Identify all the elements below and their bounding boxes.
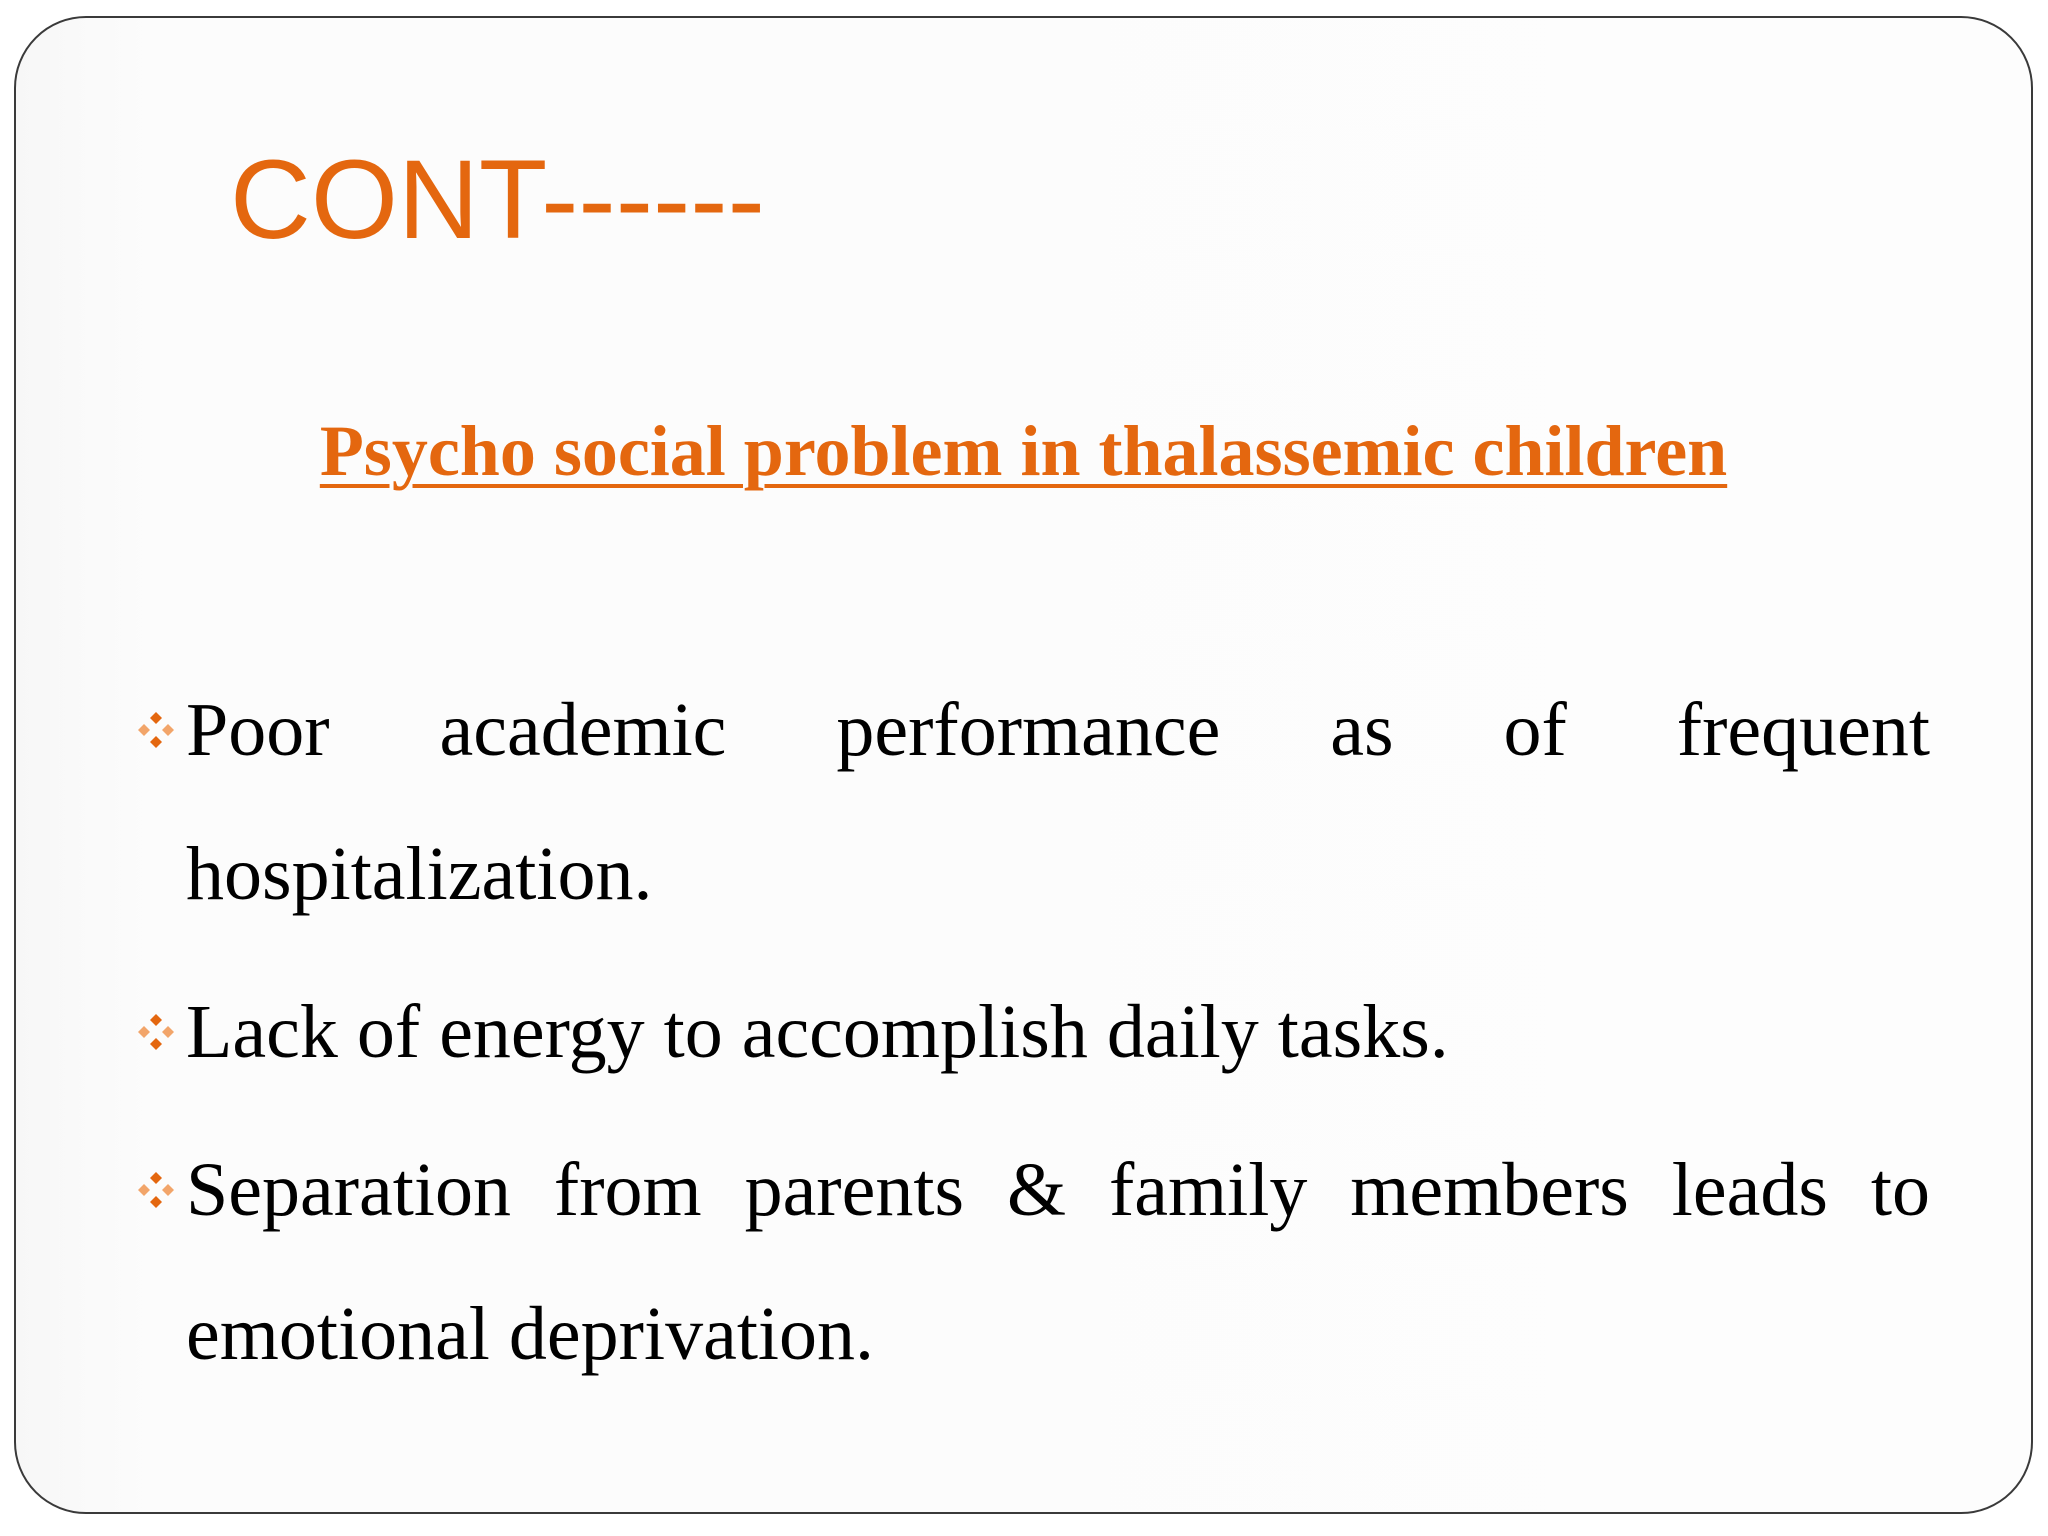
bullet-text: Poor academic performance as of frequent hospitalization. <box>186 688 1930 916</box>
four-diamond-bullet-icon <box>136 1012 176 1052</box>
slide-frame <box>14 16 2033 1514</box>
bullet-item <box>186 960 1930 1104</box>
bullet-item <box>186 1118 1930 1406</box>
slide-title: CONT------ <box>230 137 765 262</box>
four-diamond-bullet-icon <box>136 1170 176 1210</box>
bullet-item <box>186 658 1930 946</box>
bullet-text: Separation from parents & family members leads to emotional deprivation. <box>186 1148 1930 1376</box>
slide-subtitle: Psycho social problem in thalassemic children <box>319 411 1728 491</box>
four-diamond-bullet-icon <box>136 710 176 750</box>
bullet-text: Lack of energy to accomplish daily tasks. <box>186 990 1449 1074</box>
bullet-list <box>186 658 1930 1406</box>
